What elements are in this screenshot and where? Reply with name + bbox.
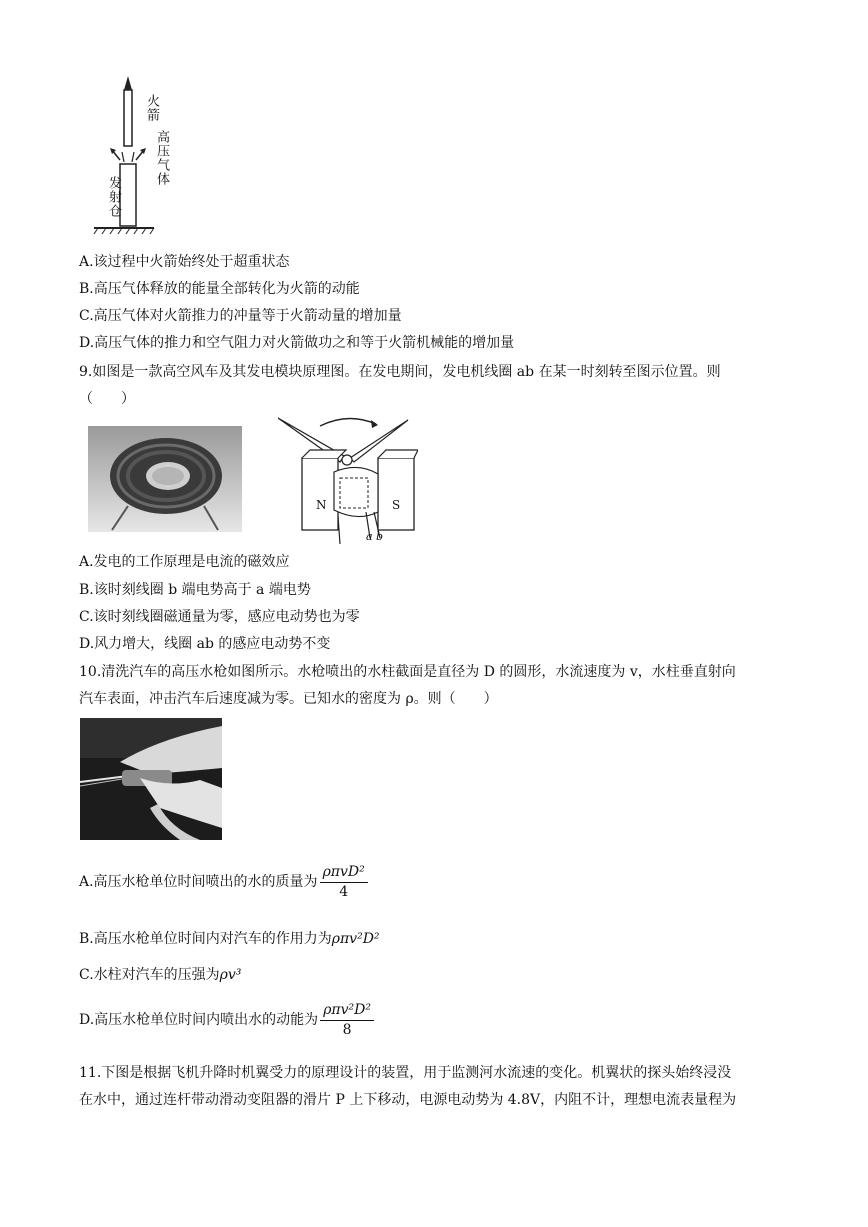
rocket-nose xyxy=(124,76,132,90)
q10-option-b xyxy=(79,929,380,949)
q10-option-a-fraction xyxy=(320,864,368,901)
q11-stem-line2: 在水中，通过连杆带动滑动变阻器的滑片 P 上下移动，电源电动势为 4.8V，内阻不计，理想电流表量程为 xyxy=(79,1092,737,1108)
q9-option-c: C.该时刻线圈磁通量为零，感应电动势也为零 xyxy=(79,609,360,625)
q10-option-b-formula: ρπv²D² xyxy=(331,931,380,947)
label-s-pole: S xyxy=(392,498,401,512)
label-n-pole: N xyxy=(316,498,327,512)
generator-diagram xyxy=(278,412,418,544)
q9-stem-line1: 9.如图是一款高空风车及其发电模块原理图。在发电期间，发电机线圈 ab 在某一时刻转至图示位置。则 xyxy=(79,364,721,380)
rocket-launch-figure xyxy=(90,72,180,242)
q10-option-a-numerator: ρπvD² xyxy=(320,864,368,883)
q8-option-c: C.高压气体对火箭推力的冲量等于火箭动量的增加量 xyxy=(79,308,402,324)
q9-option-b: B.该时刻线圈 b 端电势高于 a 端电势 xyxy=(79,582,311,598)
q10-option-d-denominator: 8 xyxy=(342,1021,352,1038)
q10-option-c-text: C.水柱对汽车的压强为 xyxy=(79,967,220,983)
q10-stem-line1: 10.清洗汽车的高压水枪如图所示。水枪喷出的水柱截面是直径为 D 的圆形，水流速度为 v，水柱垂直射向 xyxy=(79,664,736,680)
wind-turbine-photo xyxy=(88,426,242,532)
q10-option-d xyxy=(79,1000,374,1040)
q10-option-d-text: D.高压水枪单位时间内喷出水的动能为 xyxy=(79,1012,319,1028)
q9-option-d: D.风力增大，线圈 ab 的感应电动势不变 xyxy=(79,636,331,652)
water-gun-photo xyxy=(80,718,222,840)
q10-option-d-numerator: ρπv²D² xyxy=(320,1002,374,1021)
q9-stem-line2: （ ） xyxy=(79,391,135,407)
q8-option-b: B.高压气体释放的能量全部转化为火箭的动能 xyxy=(79,281,360,297)
q10-stem-line2: 汽车表面，冲击汽车后速度减为零。已知水的密度为 ρ。则（ ） xyxy=(79,691,498,707)
q10-option-a xyxy=(79,862,368,902)
q10-option-a-denominator: 4 xyxy=(339,883,349,900)
q9-option-a: A.发电的工作原理是电流的磁效应 xyxy=(79,554,290,570)
rocket-body xyxy=(124,90,132,146)
q10-option-c xyxy=(79,965,241,985)
label-launch-silo: 发射仓 xyxy=(106,176,121,218)
q8-option-a: A.该过程中火箭始终处于超重状态 xyxy=(79,254,290,270)
label-high-pressure-gas: 高压气体 xyxy=(154,130,169,186)
q10-option-a-text: A.高压水枪单位时间喷出的水的质量为 xyxy=(79,874,318,890)
label-coil-ab: a b xyxy=(366,530,384,543)
q10-option-b-text: B.高压水枪单位时间内对汽车的作用力为 xyxy=(79,931,332,947)
q8-option-d: D.高压气体的推力和空气阻力对火箭做功之和等于火箭机械能的增加量 xyxy=(79,335,515,351)
q10-option-d-fraction xyxy=(320,1002,374,1039)
label-rocket: 火箭 xyxy=(144,94,159,122)
q11-stem-line1: 11.下图是根据飞机升降时机翼受力的原理设计的装置，用于监测河水流速的变化。机翼状的探头始终浸没 xyxy=(79,1065,732,1081)
q10-option-c-formula: ρv³ xyxy=(219,967,242,983)
